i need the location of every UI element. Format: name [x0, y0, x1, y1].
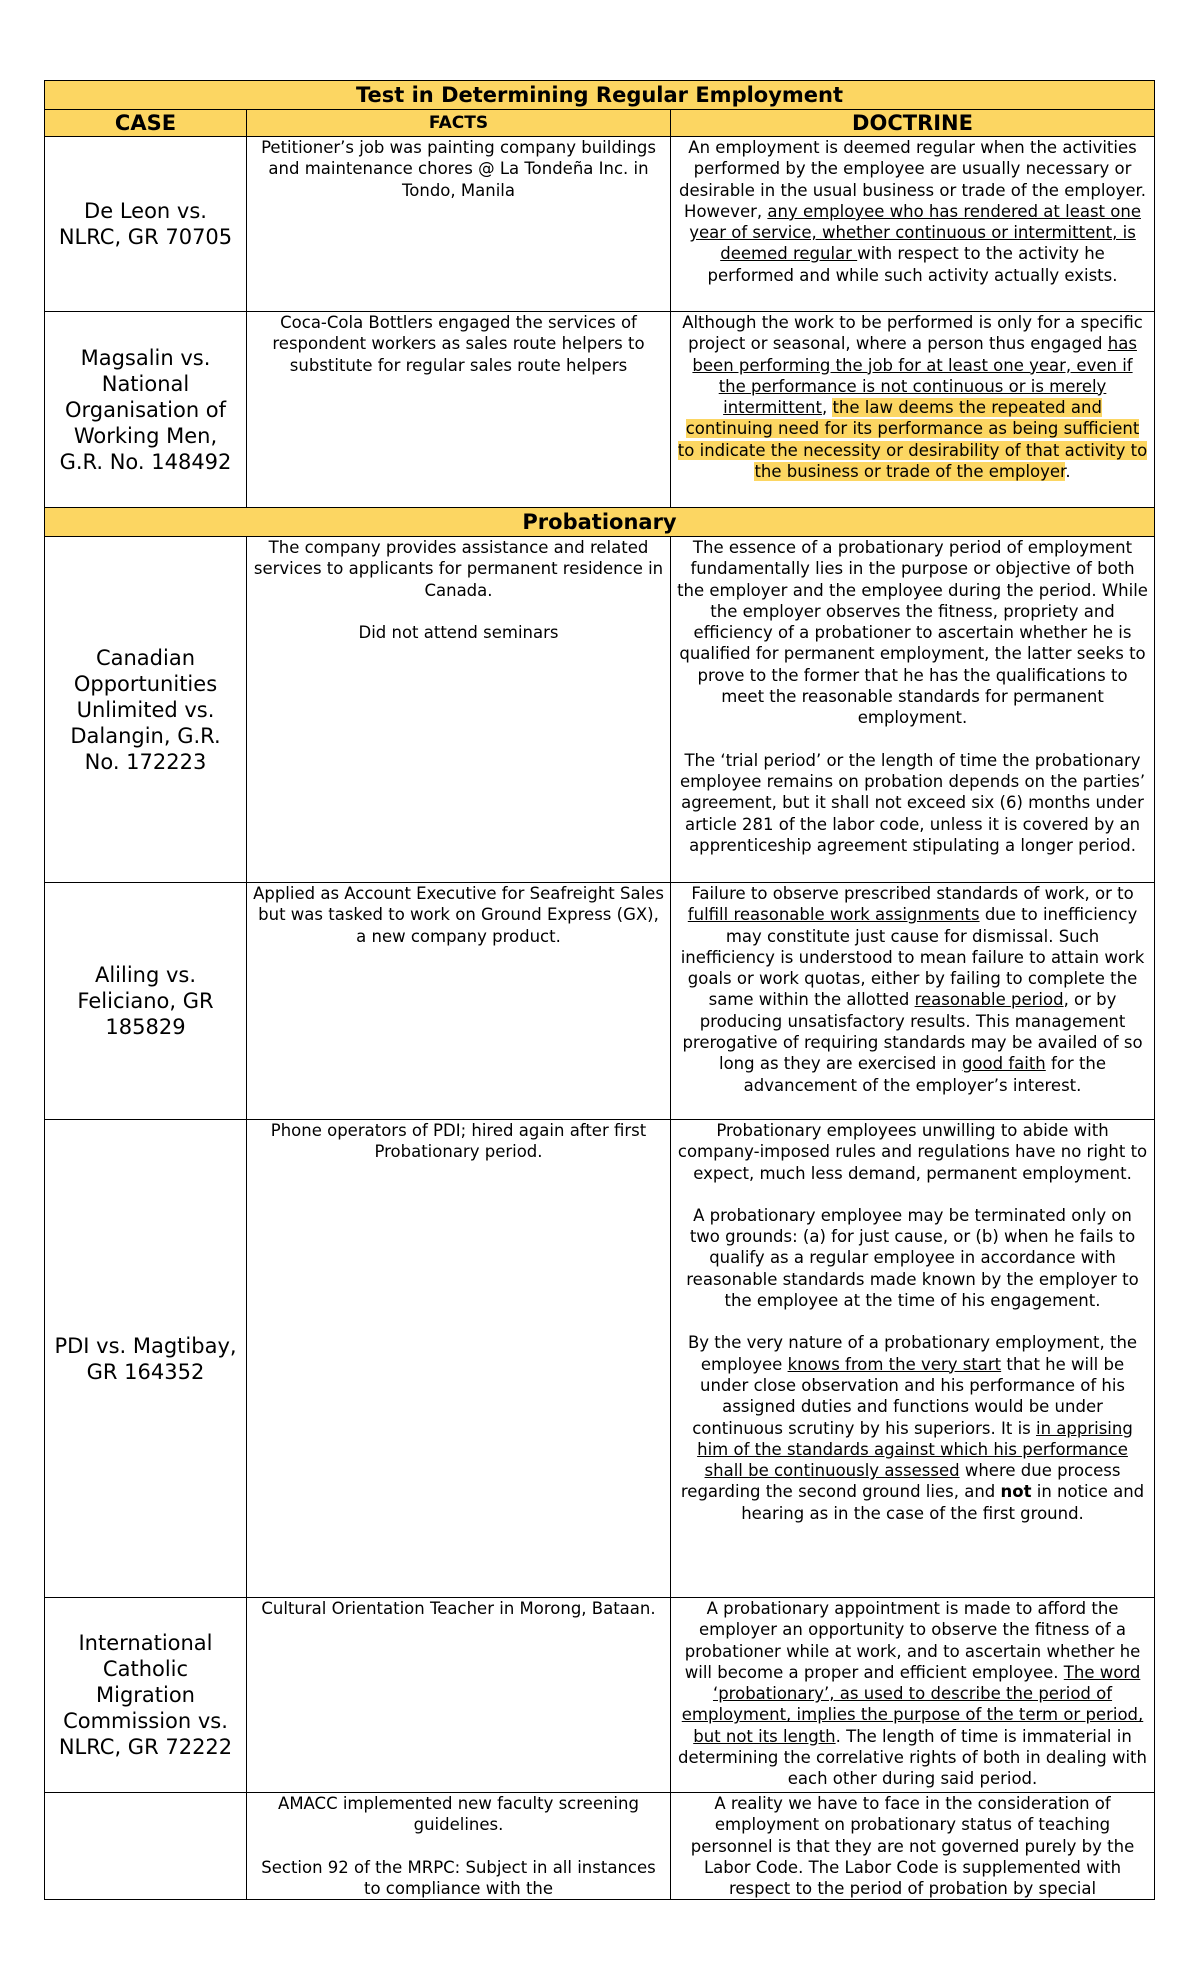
doctrine-underlined-text: good faith	[961, 1054, 1046, 1074]
case-name	[45, 1793, 247, 1900]
doctrine-highlighted-text: the law deems the repeated and continuing need for its performance as being sufficient to indicate the necessity or desirability of that activity to the business or trade of the employer	[677, 398, 1148, 482]
header-row	[45, 110, 1155, 137]
doctrine-bold-text: not	[1000, 1482, 1032, 1502]
case-facts	[247, 537, 671, 883]
doctrine-text: for the advancement of the employer’s interest.	[743, 1054, 1107, 1095]
case-name: Magsalin vs. National Organisation of Working Men, G.R. No. 148492	[45, 312, 247, 508]
case-name: Canadian Opportunities Unlimited vs. Dalangin, G.R. No. 172223	[45, 537, 247, 883]
doctrine-paragraph: The ‘trial period’ or the length of time the probationary employee remains on probation depends on the parties’ agreement, but it shall not exceed six (6) months under article 281 of the labor code, unless it is covered by an apprenticeship agreement stipulating a longer period.	[679, 750, 1146, 855]
document-page	[44, 80, 1154, 1900]
doctrine-underlined-text: The word ‘probationary’, as used to describe the period of employment, implies the purpose of the term or period, but not its length	[681, 1662, 1144, 1746]
table-row	[45, 312, 1155, 508]
section-title-probationary: Probationary	[45, 508, 1155, 537]
doctrine-text: Failure to observe prescribed standards of work, or to	[691, 884, 1134, 903]
case-name: Aliling vs. Feliciano, GR 185829	[45, 883, 247, 1120]
facts-paragraph: The company provides assistance and related services to applicants for permanent residence in Canada.	[253, 538, 664, 600]
doctrine-paragraph	[677, 1332, 1148, 1524]
case-digest-table	[44, 80, 1155, 1900]
case-name: De Leon vs. NLRC, GR 70705	[45, 137, 247, 312]
case-name: PDI vs. Magtibay, GR 164352	[45, 1120, 247, 1598]
doctrine-paragraph: The essence of a probationary period of employment fundamentally lies in the purpose or objective of both the employer and the employee during the period. While the employer observes the fitness, propriety and efficiency of a probationer to ascertain whether he is qualified for permanent employment, the latter seeks to prove to the former that he has the qualifications to meet the reasonable standards for permanent employment.	[677, 538, 1148, 728]
facts-paragraph: AMACC implemented new faculty screening guidelines.	[278, 1794, 639, 1835]
doctrine-paragraph: Probationary employees unwilling to abide with company-imposed rules and regulations have no right to expect, much less demand, permanent employment.	[677, 1121, 1148, 1183]
doctrine-text: A probationary appointment is made to afford the employer an opportunity to observe the fitness of a probationer while at work, and to ascertain whether he will become a proper and efficient employee.	[684, 1599, 1141, 1682]
doctrine-underlined-text: fulfill reasonable work assignments	[687, 905, 980, 925]
doctrine-text: .	[1065, 462, 1071, 482]
doctrine-text: , or by producing unsatisfactory results. This management prerogative of requiring standards may be availed of so long as they are exercised in	[682, 990, 1143, 1074]
case-doctrine	[671, 312, 1155, 508]
doctrine-underlined-text: knows from the very start	[787, 1354, 1002, 1374]
case-name: International Catholic Migration Commission vs. NLRC, GR 72222	[45, 1598, 247, 1793]
doctrine-text: with respect to the activity he performed and while such activity actually exists.	[707, 244, 1118, 285]
table-row	[45, 883, 1155, 1120]
doctrine-underlined-text: any employee who has rendered at least one year of service, whether continuous or intermittent, is deemed regular	[689, 201, 1141, 264]
case-doctrine	[671, 137, 1155, 312]
doctrine-text: ,	[821, 398, 833, 418]
doctrine-text: where due process regarding the second ground lies, and	[680, 1461, 1121, 1502]
header-facts: FACTS	[247, 110, 671, 137]
case-facts: Cultural Orientation Teacher in Morong, Bataan.	[247, 1598, 671, 1793]
facts-paragraph: Did not attend seminars	[358, 622, 559, 642]
doctrine-text: that he will be under close observation and his performance of his assigned duties and functions would be under continuous scrutiny by his superiors. It is	[692, 1354, 1126, 1438]
table-row	[45, 1793, 1155, 1900]
doctrine-underlined-text: has been performing the job for at least one year, even if the performance is not continuous or is merely intermittent	[692, 334, 1137, 418]
case-doctrine	[671, 1598, 1155, 1793]
doctrine-text: By the very nature of a probationary employment, the employee	[687, 1333, 1138, 1374]
section-row	[45, 508, 1155, 537]
doctrine-text: . The length of time is immaterial in determining the correlative rights of both in dealing with each other during said period.	[678, 1726, 1147, 1789]
table-row	[45, 537, 1155, 883]
case-facts: Coca-Cola Bottlers engaged the services of respondent workers as sales route helpers to substitute for regular sales route helpers	[247, 312, 671, 508]
case-facts: Applied as Account Executive for Seafreight Sales but was tasked to work on Ground Express (GX), a new company product.	[247, 883, 671, 1120]
table-title: Test in Determining Regular Employment	[45, 81, 1155, 110]
doctrine-text: due to inefficiency may constitute just cause for dismissal. Such inefficiency is understood to mean failure to attain work goals or work quotas, either by failing to complete the same within the allotted	[680, 905, 1145, 1010]
doctrine-text: in notice and hearing as in the case of the first ground.	[741, 1482, 1145, 1523]
header-case: CASE	[45, 110, 247, 137]
table-row	[45, 1598, 1155, 1793]
table-row	[45, 137, 1155, 312]
case-facts: Phone operators of PDI; hired again after first Probationary period.	[247, 1120, 671, 1598]
case-facts: Petitioner’s job was painting company buildings and maintenance chores @ La Tondeña Inc. in Tondo, Manila	[247, 137, 671, 312]
doctrine-text: An employment is deemed regular when the activities performed by the employee are usually necessary or desirable in the usual business or trade of the employer. However,	[679, 138, 1147, 221]
table-title-row	[45, 81, 1155, 110]
case-doctrine	[671, 1120, 1155, 1598]
case-doctrine	[671, 537, 1155, 883]
doctrine-text: Although the work to be performed is only for a specific project or seasonal, where a person thus engaged	[682, 313, 1143, 354]
case-doctrine: A reality we have to face in the consideration of employment on probationary status of teaching personnel is that they are not governed purely by the Labor Code. The Labor Code is supplemented with respect to the period of probation by special	[671, 1793, 1155, 1900]
doctrine-underlined-text: reasonable period	[914, 990, 1064, 1010]
table-row	[45, 1120, 1155, 1598]
case-doctrine	[671, 883, 1155, 1120]
doctrine-paragraph: A probationary employee may be terminated only on two grounds: (a) for just cause, or (b) when he fails to qualify as a regular employee in accordance with reasonable standards made known by the employer to the employee at the time of his engagement.	[686, 1205, 1139, 1311]
doctrine-underlined-text: in apprising him of the standards against which his performance shall be continuously assessed	[697, 1418, 1133, 1481]
header-doctrine: DOCTRINE	[671, 110, 1155, 137]
case-facts	[247, 1793, 671, 1900]
facts-paragraph: Section 92 of the MRPC: Subject in all instances to compliance with the	[261, 1857, 656, 1898]
